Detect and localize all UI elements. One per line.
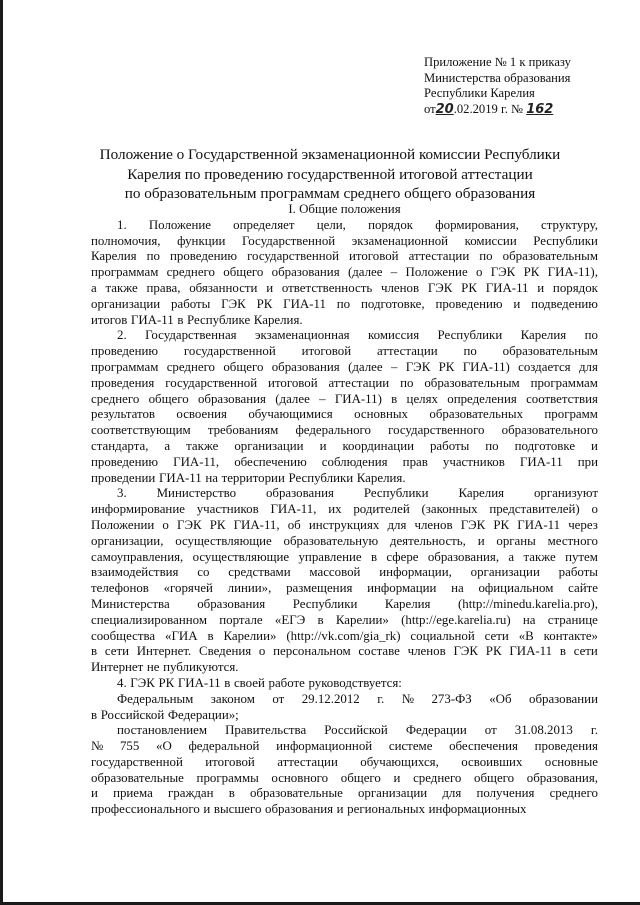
paragraph-line: Положении о ГЭК РК ГИА-11, об инструкциях для членов ГЭК РК ГИА-11 через <box>91 517 598 532</box>
handwritten-day: 20 <box>435 101 454 117</box>
annex-date-line <box>424 102 624 118</box>
scan-border-left <box>0 0 3 905</box>
title-line: Карелия по проведению государственной итоговой аттестации <box>127 165 533 183</box>
paragraph-line: организации, осуществляющие образовательную деятельность, и органы местного <box>91 533 598 548</box>
annex-header <box>424 55 624 117</box>
paragraph <box>91 328 598 486</box>
annex-line: Приложение № 1 к приказу <box>424 55 571 69</box>
paragraph-line: Министерства образования Республики Карелия (http://minedu.karelia.pro), <box>91 596 598 611</box>
document-title <box>80 145 580 204</box>
paragraph-line: проведению государственной итоговой аттестации по образовательным <box>91 344 598 359</box>
paragraph-line: в сети Интернет. Сведения о персональном составе членов ГЭК РК ГИА-11 в сети <box>91 644 598 659</box>
paragraph-line: 2. Государственная экзаменационная комиссия Республики Карелия по <box>117 328 598 343</box>
paragraph-line: среднего общего образования (далее – ГИА-11) в целях определения соответствия <box>91 391 598 406</box>
date-prefix: от <box>424 101 436 116</box>
paragraph <box>91 676 598 692</box>
section-heading: I. Общие положения <box>288 202 401 216</box>
paragraph-line: № 755 «О федеральной информационной системе обеспечения проведения <box>91 739 598 754</box>
paragraph-line: Федеральным законом от 29.12.2012 г. № 273-ФЗ «Об образовании <box>117 691 598 706</box>
paragraph-line: проведению ГИА-11, обеспечению соблюдения прав участников ГИА-11 при <box>91 454 598 469</box>
paragraph-line: полномочия, функции Государственной экзаменационной комиссии Республики <box>91 233 598 248</box>
paragraph-line: результатов освоения обучающимися основных образовательных программ <box>91 407 598 422</box>
paragraph-line: взаимодействия со средствами массовой информации, организации работы <box>91 565 598 580</box>
paragraph-line: организации работы ГЭК РК ГИА-11 по подготовке, проведению и подведению <box>91 296 598 311</box>
paragraph-line: проведения государственной итоговой аттестации по образовательным программам <box>91 375 598 390</box>
paragraph <box>91 723 598 818</box>
handwritten-order-number: 162 <box>526 101 554 117</box>
paragraph-line: 1. Положение определяет цели, порядок формирования, структуру, <box>117 217 598 232</box>
paragraph-line: информирование участников ГИА-11, их родителей (законных представителей) о <box>91 502 598 517</box>
paragraph-line: соответствующим требованиям федерального государственного образовательного <box>91 423 598 438</box>
paragraph-line: телефонов «горячей линии», размещения информации на официальном сайте <box>91 581 598 596</box>
paragraph-line: 3. Министерство образования Республики Карелия организуют <box>117 486 598 501</box>
paragraph-line: в Российской Федерации»; <box>91 707 239 722</box>
paragraph-line: проведении ГИА-11 на территории Республики Карелия. <box>91 470 406 485</box>
paragraph-line: Карелия по проведению государственной итоговой аттестации по образовательным <box>91 249 598 264</box>
paragraph-line: специализированном портале «ЕГЭ в Карелии» (http://ege.karelia.ru) на странице <box>91 612 598 627</box>
paragraph <box>91 692 598 724</box>
date-rest: .02.2019 г. № <box>453 101 524 116</box>
paragraph-line: а также права, обязанности и ответственность членов ГЭК РК ГИА-11 и порядок <box>91 280 598 295</box>
paragraph <box>91 218 598 329</box>
paragraph-line: Интернет не публикуются. <box>91 660 239 675</box>
paragraph-line: программам среднего общего образования (далее – Положение о ГЭК РК ГИА-11), <box>91 265 598 280</box>
paragraph-line: и приема граждан в образовательные организации для получения среднего <box>91 786 598 801</box>
paragraph-line: 4. ГЭК РК ГИА-11 в своей работе руководствуется: <box>117 675 402 690</box>
paragraph-line: итогов ГИА-11 в Республике Карелия. <box>91 312 303 327</box>
paragraph-line: профессионального и высшего образования и региональных информационных <box>91 802 527 817</box>
document-body <box>91 202 598 818</box>
paragraph-line: стандарта, а также организации и координации работы по подготовке и <box>91 438 598 453</box>
paragraph-line: постановлением Правительства Российской Федерации от 31.08.2013 г. <box>117 723 598 738</box>
paragraph-line: образовательные программы основного общего и среднего общего образования, <box>91 770 598 785</box>
paragraph-line: государственной итоговой аттестации обучающихся, освоивших основные <box>91 754 598 769</box>
paragraph <box>91 486 598 676</box>
annex-line: Республики Карелия <box>424 86 535 100</box>
annex-line: Министерства образования <box>424 70 571 85</box>
paragraph-line: самоуправления, осуществляющие управление в сфере образования, а также путем <box>91 549 598 564</box>
paragraph-line: сообщества «ГИА в Карелии» (http://vk.com/gia_rk) социальной сети «В контакте» <box>91 628 598 643</box>
title-line: по образовательным программам среднего общего образования <box>124 185 536 202</box>
paragraphs-container <box>91 218 598 818</box>
paragraph-line: программам среднего общего образования (далее – ГЭК РК ГИА-11) создается для <box>91 359 598 374</box>
title-line: Положение о Государственной экзаменационной комиссии Республики <box>99 146 561 163</box>
